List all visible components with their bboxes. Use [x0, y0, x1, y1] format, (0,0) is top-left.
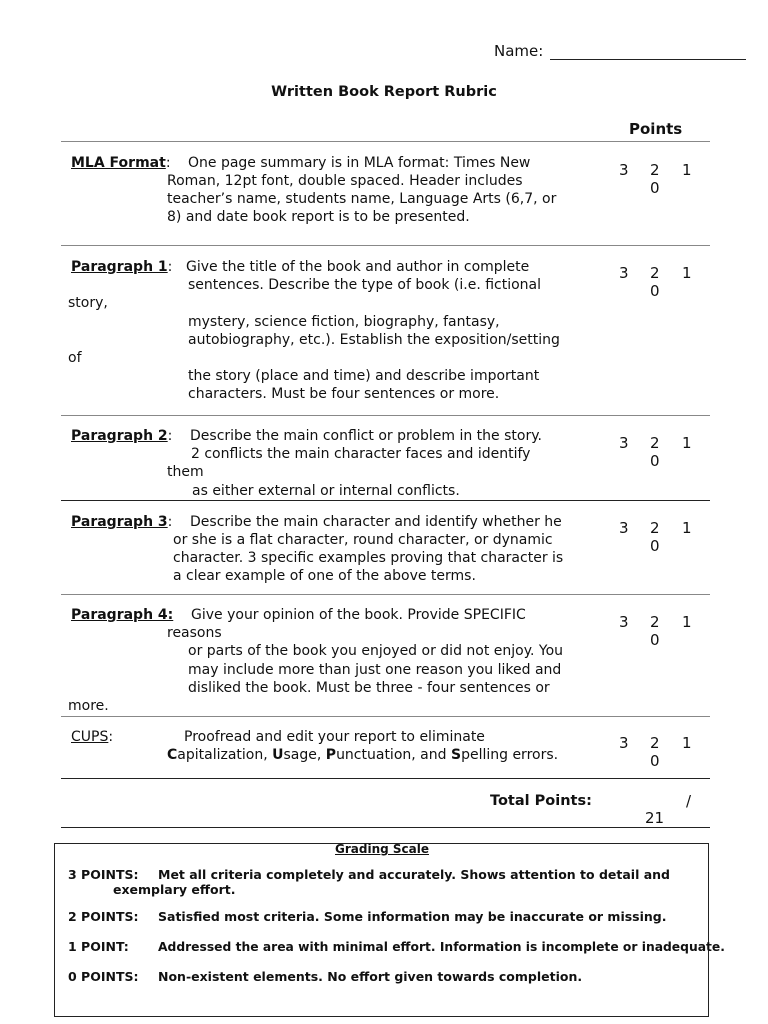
points-header: Points — [629, 120, 683, 138]
grade-level: 3 POINTS: — [68, 867, 139, 882]
grade-description: Addressed the area with minimal effort. Information is incomplete or inadequate. — [158, 940, 725, 954]
grading-scale-title: Grading Scale — [335, 842, 429, 856]
divider — [61, 716, 710, 717]
point-2[interactable]: 2 — [650, 613, 660, 631]
total-max: 21 — [645, 809, 665, 827]
row-text: Roman, 12pt font, double spaced. Header includes — [167, 173, 523, 189]
row-text: Give your opinion of the book. Provide SPECIFIC — [191, 607, 526, 623]
point-1[interactable]: 1 — [682, 734, 692, 752]
row-text: disliked the book. Must be three - four sentences or — [188, 680, 550, 696]
point-2[interactable]: 2 — [650, 519, 660, 537]
row-text: the story (place and time) and describe important — [188, 368, 540, 384]
row-text: teacher’s name, students name, Language Arts (6,7, or — [167, 191, 557, 207]
row-text: Proofread and edit your report to eliminate — [184, 729, 485, 745]
point-0[interactable]: 0 — [650, 752, 660, 770]
divider — [61, 827, 710, 828]
grade-level: 0 POINTS: — [68, 969, 139, 984]
point-3[interactable]: 3 — [619, 161, 629, 179]
row-text: Describe the main character and identify whether he — [190, 514, 562, 530]
name-label: Name: — [494, 42, 544, 60]
point-0[interactable]: 0 — [650, 537, 660, 555]
divider — [61, 245, 710, 246]
row-text: character. 3 specific examples proving that character is — [173, 550, 564, 566]
point-2[interactable]: 2 — [650, 734, 660, 752]
page-title: Written Book Report Rubric — [271, 84, 497, 100]
row-text: 2 conflicts the main character faces and identify — [191, 446, 531, 462]
point-3[interactable]: 3 — [619, 434, 629, 452]
point-1[interactable]: 1 — [682, 264, 692, 282]
row-text: characters. Must be four sentences or more. — [188, 386, 500, 402]
point-3[interactable]: 3 — [619, 264, 629, 282]
point-1[interactable]: 1 — [682, 613, 692, 631]
point-3[interactable]: 3 — [619, 519, 629, 537]
row-text: as either external or internal conflicts. — [192, 483, 460, 499]
row-text: may include more than just one reason you liked and — [188, 662, 562, 678]
row-text: autobiography, etc.). Establish the exposition/setting — [188, 332, 560, 348]
point-2[interactable]: 2 — [650, 434, 660, 452]
point-1[interactable]: 1 — [682, 434, 692, 452]
row-text: sentences. Describe the type of book (i.e. fictional — [188, 277, 542, 293]
grade-description: Satisfied most criteria. Some information may be inaccurate or missing. — [158, 909, 667, 924]
point-0[interactable]: 0 — [650, 179, 660, 197]
total-points-label: Total Points: — [490, 793, 592, 809]
row-text: of — [68, 350, 82, 366]
grade-level: 2 POINTS: — [68, 909, 139, 924]
point-1[interactable]: 1 — [682, 519, 692, 537]
row-text: them — [167, 464, 204, 480]
divider — [61, 594, 710, 595]
row-label: Paragraph 2 — [71, 428, 168, 444]
divider — [61, 500, 710, 501]
row-text: One page summary is in MLA format: Times New — [188, 155, 531, 171]
point-2[interactable]: 2 — [650, 264, 660, 282]
divider — [61, 141, 710, 142]
name-line[interactable] — [550, 59, 746, 60]
row-label: CUPS — [71, 729, 109, 745]
grade-description: Met all criteria completely and accurately. Shows attention to detail and — [158, 867, 670, 882]
row-label: Paragraph 1 — [71, 259, 168, 275]
point-0[interactable]: 0 — [650, 452, 660, 470]
point-3[interactable]: 3 — [619, 734, 629, 752]
grade-description: exemplary effort. — [113, 882, 236, 897]
row-text: Capitalization, Usage, Punctuation, and Spelling errors. — [167, 747, 559, 763]
row-text: mystery, science fiction, biography, fantasy, — [188, 314, 500, 330]
total-slash: / — [686, 792, 692, 810]
point-2[interactable]: 2 — [650, 161, 660, 179]
row-text: story, — [68, 295, 108, 311]
point-1[interactable]: 1 — [682, 161, 692, 179]
point-3[interactable]: 3 — [619, 613, 629, 631]
grade-level: 1 POINT: — [68, 939, 129, 954]
row-text: or parts of the book you enjoyed or did not enjoy. You — [188, 643, 564, 659]
divider — [61, 415, 710, 416]
row-text: or she is a flat character, round character, or dynamic — [173, 532, 553, 548]
point-0[interactable]: 0 — [650, 631, 660, 649]
row-label: Paragraph 3 — [71, 514, 168, 530]
row-text: more. — [68, 698, 109, 714]
grade-description: Non-existent elements. No effort given towards completion. — [158, 969, 583, 984]
row-text: reasons — [167, 625, 222, 641]
row-label: Paragraph 4: — [71, 607, 174, 623]
row-text: Give the title of the book and author in complete — [186, 259, 530, 275]
row-label: MLA Format — [71, 155, 166, 171]
row-text: a clear example of one of the above terms. — [173, 568, 476, 584]
row-text: 8) and date book report is to be presented. — [167, 209, 470, 225]
divider — [61, 778, 710, 779]
row-text: Describe the main conflict or problem in the story. — [190, 428, 542, 444]
point-0[interactable]: 0 — [650, 282, 660, 300]
